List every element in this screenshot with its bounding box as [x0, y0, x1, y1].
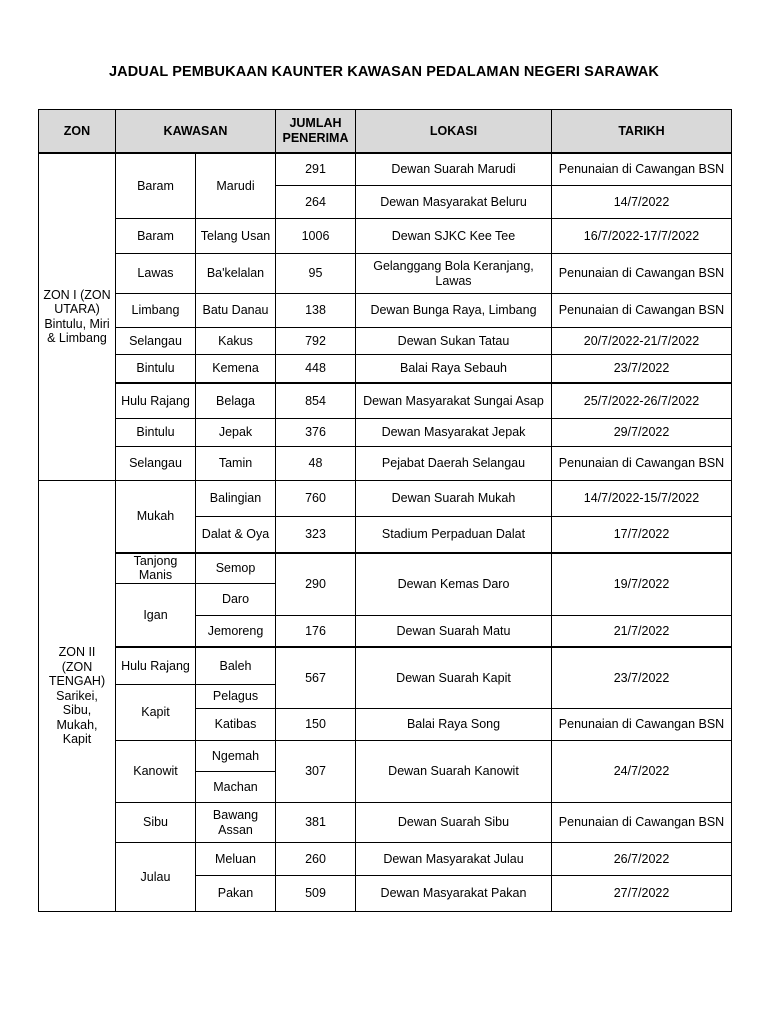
table-row: [39, 647, 732, 685]
tarikh-cell: Penunaian di Cawangan BSN: [552, 153, 732, 186]
kawasan-cell: Kakus: [196, 328, 276, 355]
lokasi-cell: Stadium Perpaduan Dalat: [356, 517, 552, 553]
header-jumlah: JUMLAH PENERIMA: [276, 110, 356, 153]
kawasan-cell: Semop: [196, 553, 276, 584]
bahagian-cell: Kapit: [116, 685, 196, 741]
jumlah-cell: 381: [276, 803, 356, 843]
kawasan-cell: Marudi: [196, 153, 276, 219]
jumlah-cell: 291: [276, 153, 356, 186]
kawasan-cell: Katibas: [196, 709, 276, 741]
tarikh-cell: Penunaian di Cawangan BSN: [552, 803, 732, 843]
kawasan-cell: Machan: [196, 772, 276, 803]
kawasan-cell: Baleh: [196, 647, 276, 685]
bahagian-cell: Tanjong Manis: [116, 553, 196, 584]
jumlah-cell: 95: [276, 254, 356, 294]
kawasan-cell: Jemoreng: [196, 616, 276, 647]
jumlah-cell: 448: [276, 355, 356, 383]
lokasi-cell: Dewan Suarah Matu: [356, 616, 552, 647]
jumlah-cell: 1006: [276, 219, 356, 254]
lokasi-cell: Dewan Kemas Daro: [356, 553, 552, 616]
jumlah-cell: 760: [276, 481, 356, 517]
jumlah-cell: 264: [276, 186, 356, 219]
tarikh-cell: 23/7/2022: [552, 355, 732, 383]
lokasi-cell: Dewan Masyarakat Julau: [356, 843, 552, 876]
bahagian-cell: Igan: [116, 584, 196, 647]
kawasan-cell: Daro: [196, 584, 276, 616]
bahagian-cell: Selangau: [116, 328, 196, 355]
tarikh-cell: 14/7/2022: [552, 186, 732, 219]
kawasan-cell: Meluan: [196, 843, 276, 876]
jumlah-cell: 290: [276, 553, 356, 616]
table-row: [39, 383, 732, 419]
kawasan-cell: Belaga: [196, 383, 276, 419]
table-row: [39, 803, 732, 843]
lokasi-cell: Dewan Sukan Tatau: [356, 328, 552, 355]
lokasi-cell: Balai Raya Song: [356, 709, 552, 741]
tarikh-cell: 27/7/2022: [552, 876, 732, 912]
bahagian-cell: Baram: [116, 219, 196, 254]
tarikh-cell: Penunaian di Cawangan BSN: [552, 447, 732, 481]
lokasi-cell: Dewan Masyarakat Beluru: [356, 186, 552, 219]
header-tarikh: TARIKH: [552, 110, 732, 153]
tarikh-cell: Penunaian di Cawangan BSN: [552, 294, 732, 328]
table-row: [39, 447, 732, 481]
kawasan-cell: Ba'kelalan: [196, 254, 276, 294]
lokasi-cell: Balai Raya Sebauh: [356, 355, 552, 383]
page-title: JADUAL PEMBUKAAN KAUNTER KAWASAN PEDALAMAN NEGERI SARAWAK: [108, 64, 659, 80]
bahagian-cell: Mukah: [116, 481, 196, 553]
kawasan-cell: Telang Usan: [196, 219, 276, 254]
table-row: [39, 153, 732, 186]
jumlah-cell: 48: [276, 447, 356, 481]
tarikh-cell: 26/7/2022: [552, 843, 732, 876]
zone-cell: ZON II (ZON TENGAH) Sarikei, Sibu, Mukah, Kapit: [39, 481, 116, 912]
lokasi-cell: Pejabat Daerah Selangau: [356, 447, 552, 481]
kawasan-cell: Batu Danau: [196, 294, 276, 328]
table-row: [39, 355, 732, 383]
lokasi-cell: Dewan Bunga Raya, Limbang: [356, 294, 552, 328]
lokasi-cell: Dewan SJKC Kee Tee: [356, 219, 552, 254]
lokasi-cell: Gelanggang Bola Keranjang, Lawas: [356, 254, 552, 294]
kawasan-cell: Balingian: [196, 481, 276, 517]
jumlah-cell: 150: [276, 709, 356, 741]
tarikh-cell: 23/7/2022: [552, 647, 732, 709]
tarikh-cell: Penunaian di Cawangan BSN: [552, 709, 732, 741]
tarikh-cell: 21/7/2022: [552, 616, 732, 647]
kawasan-cell: Ngemah: [196, 741, 276, 772]
jumlah-cell: 323: [276, 517, 356, 553]
lokasi-cell: Dewan Masyarakat Jepak: [356, 419, 552, 447]
kawasan-cell: Tamin: [196, 447, 276, 481]
table-row: [39, 419, 732, 447]
jumlah-cell: 567: [276, 647, 356, 709]
lokasi-cell: Dewan Suarah Mukah: [356, 481, 552, 517]
table-row: [39, 328, 732, 355]
header-row: [39, 110, 732, 153]
bahagian-cell: Kanowit: [116, 741, 196, 803]
bahagian-cell: Bintulu: [116, 355, 196, 383]
tarikh-cell: Penunaian di Cawangan BSN: [552, 254, 732, 294]
jumlah-cell: 138: [276, 294, 356, 328]
tarikh-cell: 20/7/2022-21/7/2022: [552, 328, 732, 355]
bahagian-cell: Sibu: [116, 803, 196, 843]
header-kawasan: KAWASAN: [116, 110, 276, 153]
jumlah-cell: 176: [276, 616, 356, 647]
table-row: [39, 843, 732, 876]
bahagian-cell: Baram: [116, 153, 196, 219]
table-row: [39, 294, 732, 328]
header-zon: ZON: [39, 110, 116, 153]
lokasi-cell: Dewan Suarah Marudi: [356, 153, 552, 186]
jumlah-cell: 376: [276, 419, 356, 447]
tarikh-cell: 25/7/2022-26/7/2022: [552, 383, 732, 419]
tarikh-cell: 29/7/2022: [552, 419, 732, 447]
jumlah-cell: 509: [276, 876, 356, 912]
kawasan-cell: Dalat & Oya: [196, 517, 276, 553]
tarikh-cell: 19/7/2022: [552, 553, 732, 616]
table-row: [39, 254, 732, 294]
lokasi-cell: Dewan Suarah Sibu: [356, 803, 552, 843]
tarikh-cell: 24/7/2022: [552, 741, 732, 803]
bahagian-cell: Lawas: [116, 254, 196, 294]
lokasi-cell: Dewan Suarah Kanowit: [356, 741, 552, 803]
kawasan-cell: Pelagus: [196, 685, 276, 709]
bahagian-cell: Hulu Rajang: [116, 647, 196, 685]
jumlah-cell: 792: [276, 328, 356, 355]
tarikh-cell: 17/7/2022: [552, 517, 732, 553]
tarikh-cell: 14/7/2022-15/7/2022: [552, 481, 732, 517]
jumlah-cell: 260: [276, 843, 356, 876]
table-row: [39, 741, 732, 772]
lokasi-cell: Dewan Suarah Kapit: [356, 647, 552, 709]
zone-cell: ZON I (ZON UTARA) Bintulu, Miri & Limbang: [39, 153, 116, 481]
schedule-table: [38, 109, 732, 912]
table-row: [39, 553, 732, 584]
table-row: [39, 219, 732, 254]
bahagian-cell: Selangau: [116, 447, 196, 481]
bahagian-cell: Hulu Rajang: [116, 383, 196, 419]
lokasi-cell: Dewan Masyarakat Sungai Asap: [356, 383, 552, 419]
kawasan-cell: Bawang Assan: [196, 803, 276, 843]
kawasan-cell: Kemena: [196, 355, 276, 383]
jumlah-cell: 854: [276, 383, 356, 419]
jumlah-cell: 307: [276, 741, 356, 803]
bahagian-cell: Julau: [116, 843, 196, 912]
bahagian-cell: Limbang: [116, 294, 196, 328]
kawasan-cell: Jepak: [196, 419, 276, 447]
table-row: [39, 481, 732, 517]
bahagian-cell: Bintulu: [116, 419, 196, 447]
header-lokasi: LOKASI: [356, 110, 552, 153]
kawasan-cell: Pakan: [196, 876, 276, 912]
tarikh-cell: 16/7/2022-17/7/2022: [552, 219, 732, 254]
lokasi-cell: Dewan Masyarakat Pakan: [356, 876, 552, 912]
